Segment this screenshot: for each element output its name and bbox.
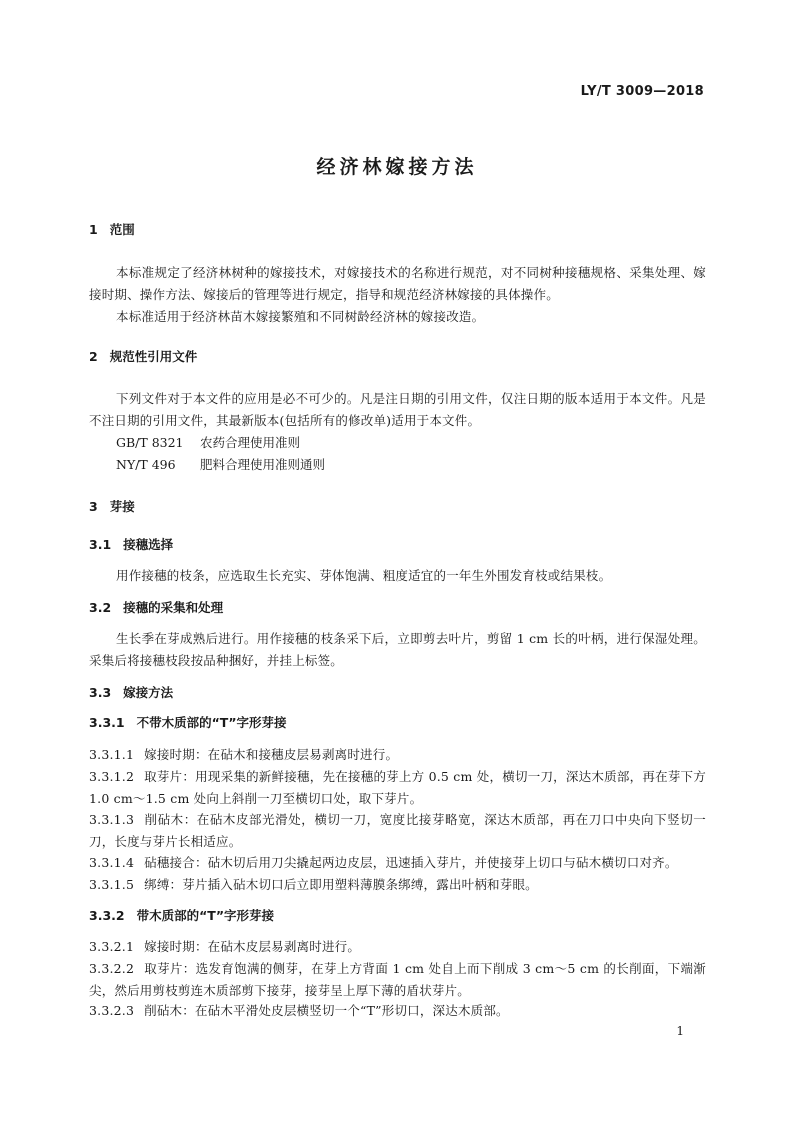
clause-number: 3.3.1.4 — [89, 855, 135, 870]
clause-number: 3.3.2.1 — [89, 939, 135, 954]
reference-name: 肥料合理使用准则通则 — [200, 457, 326, 472]
section-1-heading — [89, 220, 706, 240]
clause-text: 削砧木：在砧木平滑处皮层横竖切一个“T”形切口，深达木质部。 — [144, 1003, 509, 1018]
reference-code: GB/T 8321 — [116, 435, 184, 450]
section-number: 3.3.2 — [89, 908, 125, 923]
clause-text: 嫁接时期：在砧木皮层易剥离时进行。 — [144, 939, 361, 954]
clause-item — [89, 1000, 706, 1022]
section-title: 不带木质部的“T”字形芽接 — [136, 715, 287, 730]
clause-text: 取芽片：用现采集的新鲜接穗，先在接穗的芽上方 0.5 cm 处，横切一刀，深达木质部，再在芽下方 1.0 cm～1.5 cm 处向上斜削一刀至横切口处，取下芽片。 — [89, 769, 706, 806]
section-1-paragraph-2: 本标准适用于经济林苗木嫁接繁殖和不同树龄经济林的嫁接改造。 — [116, 309, 485, 324]
clause-item — [89, 936, 706, 958]
standard-code: LY/T 3009—2018 — [580, 84, 704, 99]
clause-text: 削砧木：在砧木皮部光滑处，横切一刀，宽度比接芽略宽，深达木质部，再在刀口中央向下竖切一刀，长度与芽片长相适应。 — [89, 812, 706, 849]
section-number: 3 — [89, 499, 98, 514]
section-title: 嫁接方法 — [123, 685, 174, 700]
subsection-3-2-text: 生长季在芽成熟后进行。用作接穗的枝条采下后，立即剪去叶片，剪留 1 cm 长的叶柄，进行保湿处理。采集后将接穗枝段按品种捆好，并挂上标签。 — [89, 631, 706, 668]
section-number: 1 — [89, 222, 98, 237]
clause-number: 3.3.1.5 — [89, 877, 135, 892]
reference-code: NY/T 496 — [116, 457, 176, 472]
section-2-heading — [89, 347, 706, 367]
section-number: 3.3.1 — [89, 715, 125, 730]
subsection-3-1-heading — [89, 535, 706, 555]
clause-text: 砧穗接合：砧木切后用刀尖撬起两边皮层，迅速插入芽片，并使接芽上切口与砧木横切口对齐。 — [144, 855, 678, 870]
section-2-paragraph-1: 下列文件对于本文件的应用是必不可少的。凡是注日期的引用文件，仅注日期的版本适用于本文件。凡是不注日期的引用文件，其最新版本(包括所有的修改单)适用于本文件。 — [89, 391, 706, 428]
clause-number: 3.3.1.1 — [89, 747, 135, 762]
document-title: 经济林嫁接方法 — [316, 156, 478, 178]
section-number: 3.2 — [89, 600, 112, 615]
clause-number: 3.3.2.2 — [89, 961, 135, 976]
section-number: 3.3 — [89, 685, 112, 700]
subsection-3-1-text: 用作接穗的枝条，应选取生长充实、芽体饱满、粗度适宜的一年生外围发育枝或结果枝。 — [116, 568, 612, 583]
subsection-3-3-2-heading — [89, 906, 706, 926]
reference-item — [89, 454, 733, 476]
subsection-3-3-1-heading — [89, 713, 706, 733]
section-title: 带木质部的“T”字形芽接 — [136, 908, 275, 923]
section-title: 规范性引用文件 — [109, 349, 198, 364]
page-number: 1 — [676, 1024, 684, 1038]
clause-text: 取芽片：选发育饱满的侧芽，在芽上方背面 1 cm 处自上而下削成 3 cm～5 cm 的长削面，下端渐尖，然后用剪枝剪连木质部剪下接芽，接芽呈上厚下薄的盾状芽片。 — [89, 961, 706, 998]
section-number: 2 — [89, 349, 98, 364]
clause-number: 3.3.2.3 — [89, 1003, 135, 1018]
subsection-3-3-heading — [89, 683, 706, 703]
section-title: 芽接 — [109, 499, 135, 514]
clause-item — [89, 874, 706, 896]
clause-text: 嫁接时期：在砧木和接穗皮层易剥离时进行。 — [144, 747, 399, 762]
reference-name: 农药合理使用准则 — [200, 435, 301, 450]
section-1-paragraph-1: 本标准规定了经济林树种的嫁接技术，对嫁接技术的名称进行规范，对不同树种接穗规格、采集处理、嫁接时期、操作方法、嫁接后的管理等进行规定，指导和规范经济林嫁接的具体操作。 — [89, 265, 706, 302]
clause-item — [89, 852, 706, 874]
clause-number: 3.3.1.2 — [89, 769, 135, 784]
clause-item — [89, 744, 706, 766]
section-title: 接穗选择 — [123, 537, 174, 552]
section-title: 范围 — [109, 222, 135, 237]
clause-text: 绑缚：芽片插入砧木切口后立即用塑料薄膜条绑缚，露出叶柄和芽眼。 — [144, 877, 538, 892]
clause-item — [89, 958, 706, 1002]
subsection-3-2-heading — [89, 598, 706, 618]
clause-item — [89, 809, 706, 853]
section-title: 接穗的采集和处理 — [123, 600, 224, 615]
clause-number: 3.3.1.3 — [89, 812, 135, 827]
reference-item — [89, 432, 733, 454]
section-3-heading — [89, 497, 706, 517]
section-number: 3.1 — [89, 537, 112, 552]
clause-item — [89, 766, 706, 810]
